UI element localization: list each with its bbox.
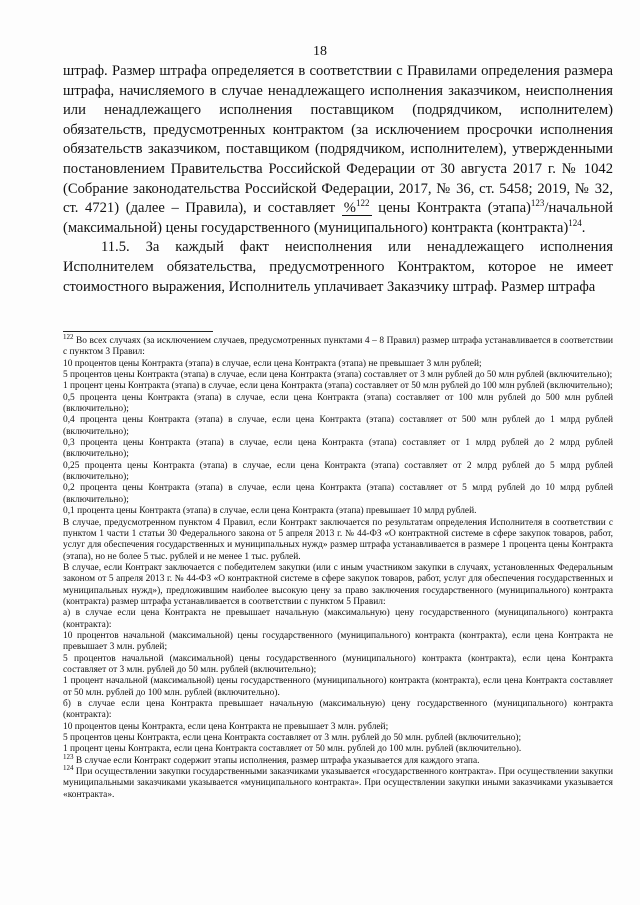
footnote-text: При осуществлении закупки государственными заказчиками указывается «государственного контракта». При осуществлении закупки муниципальными заказчиками указывается «муниципального контракта». При осуществлении закупки иными заказчиками указывается «контракта». — [63, 767, 613, 800]
footnote-line: 5 процентов начальной (максимальной) цены государственного (муниципального) контракта (контракта), если цена Контракта составляет от 3 млн. рублей до 50 млн. рублей (включительно); — [63, 653, 613, 675]
footnote-number: 123 — [63, 752, 74, 761]
footnote-line: 10 процентов цены Контракта, если цена Контракта не превышает 3 млн. рублей; — [63, 721, 389, 732]
footnote-line: 10 процентов цены Контракта (этапа) в случае, если цена Контракта (этапа) не превышает 3 млн рублей; — [63, 358, 482, 369]
nmck-clause: /начальной (максимальной) цены государственного (муниципального) контракта (контракта) — [63, 200, 613, 236]
footnote-123 — [63, 752, 613, 767]
footnote-line: В случае, если Контракт заключается с победителем закупки (или с иным участником закупки в случаях, установленных Федеральным законом от 5 апреля 2013 г. № 44-ФЗ «О контрактной системе в сфере закупок товаров, работ, услуг для обеспечения государственных и муниципальных нужд»), предложившим наиболее высокую цену за право заключения государственного (муниципального) контракта (контракта) размер штрафа устанавливается в соответствии с пунктом 5 Правил: — [63, 562, 613, 607]
footnote-line: а) в случае если цена Контракта не превышает начальную (максимальную) цену государственного (муниципального) контракта (контракта): — [63, 608, 613, 630]
footnote-line: 5 процентов цены Контракта (этапа) в случае, если цена Контракта (этапа) составляет от 3 млн рублей до 50 млн рублей (включительно); — [63, 370, 613, 381]
footnote-line: 5 процентов цены Контракта, если цена Контракта составляет от 3 млн. рублей до 50 млн. рублей (включительно); — [63, 733, 522, 744]
footnote-line: 0,1 процента цены Контракта (этапа) в случае, если цена Контракта (этапа) превышает 10 млрд рублей. — [63, 506, 477, 517]
footnote-separator — [63, 331, 213, 332]
footnote-ref-122[interactable]: 122 — [355, 198, 370, 209]
footnote-line: 0,3 процента цены Контракта (этапа) в случае, если цена Контракта (этапа) составляет от 1 млрд рублей до 2 млрд рублей (включительно); — [63, 438, 613, 460]
footnote-line: 10 процентов начальной (максимальной) цены государственного (муниципального) контракта (контракта), если цена Контракта не превышает 3 млн. рублей; — [63, 630, 613, 653]
paragraph-penalty-size — [63, 62, 613, 238]
page-number: 18 — [313, 44, 327, 59]
footnote-122 — [63, 333, 613, 359]
price-clause: цены Контракта (этапа) — [371, 200, 531, 217]
footnote-ref-124[interactable]: 124 — [568, 217, 582, 228]
footnote-124 — [63, 764, 613, 801]
paragraph-11-5: 11.5. За каждый факт неисполнения или ненадлежащего исполнения Исполнителем обязательства, предусмотренного Контрактом, которое не имеет стоимостного выражения, Исполнитель уплачивает Заказчику штраф. Размер штрафа — [63, 239, 613, 295]
footnote-number: 122 — [63, 333, 74, 341]
footnote-number: 124 — [63, 764, 74, 773]
footnote-line: 0,2 процента цены Контракта (этапа) в случае, если цена Контракта (этапа) составляет от 5 млрд рублей до 10 млрд рублей (включительно); — [63, 483, 613, 505]
footnote-text: Во всех случаях (за исключением случаев, предусмотренных пунктами 4 – 8 Правил) размер штрафа устанавливается в соответствии с пунктом 3 Правил: — [63, 336, 613, 358]
footnote-ref-123[interactable]: 123 — [530, 198, 545, 209]
main-text — [63, 62, 613, 297]
footnote-line: б) в случае если цена Контракта превышает начальную (максимальную) цену государственного (муниципального) контракта (контракта): — [63, 699, 613, 721]
footnote-line: 0,4 процента цены Контракта (этапа) в случае, если цена Контракта (этапа) составляет от 500 млн рублей до 1 млрд рублей (включительно); — [63, 415, 613, 437]
footnote-line: 0,5 процента цены Контракта (этапа) в случае, если цена Контракта (этапа) составляет от 100 млн рублей до 500 млн рублей (включительно); — [63, 392, 613, 415]
footnote-line: 0,25 процента цены Контракта (этапа) в случае, если цена Контракта (этапа) составляет от 2 млрд рублей до 5 млрд рублей (включительно); — [63, 460, 613, 483]
footnotes — [63, 333, 613, 801]
paragraph-penalty-size-text: штраф. Размер штрафа определяется в соответствии с Правилами определения размера штрафа, начисляемого в случае ненадлежащего исполнения заказчиком, неисполнения или ненадлежащего исполнения поставщиком (подрядчиком, исполнителем) обязательств, предусмотренных контрактом (за исключением просрочки исполнения обязательств заказчиком, поставщиком (подрядчиком, исполнителем), утвержденными постановлением Правительства Российской Федерации от 30 августа 2017 г. № 1042 (Собрание законодательства Российской Федерации, 2017, № 36, ст. 5458; 2019, № 32, ст. 4721) (далее – Правила), и составляет — [63, 63, 613, 217]
footnote-line: 1 процент цены Контракта (этапа) в случае, если цена Контракта (этапа) составляет от 50 млн рублей до 100 млн рублей (включительно); — [63, 381, 613, 392]
footnote-line: В случае, предусмотренном пунктом 4 Правил, если Контракт заключается по результатам определения Исполнителя в соответствии с пунктом 1 части 1 статьи 30 Федерального закона от 5 апреля 2013 г. № 44-ФЗ «О контрактной системе в сфере закупок товаров, работ, услуг для обеспечения государственных и муниципальных нужд» размер штрафа устанавливается в размере 1 процента цены Контракта (этапа), но не более 5 тыс. рублей и не менее 1 тыс. рублей. — [63, 517, 613, 562]
footnote-line: 1 процент цены Контракта, если цена Контракта составляет от 50 млн. рублей до 100 млн. рублей (включительно). — [63, 744, 522, 755]
footnote-line: 1 процент начальной (максимальной) цены государственного (муниципального) контракта (контракта), если цена Контракта составляет от 50 млн. рублей до 100 млн. рублей (включительно). — [63, 676, 613, 698]
footnote-text: В случае если Контракт содержит этапы исполнения, размер штрафа указывается для каждого этапа. — [73, 755, 480, 766]
percent-blank[interactable] — [342, 198, 372, 217]
percent-sign: % — [343, 200, 356, 217]
sentence-end: . — [581, 219, 586, 236]
